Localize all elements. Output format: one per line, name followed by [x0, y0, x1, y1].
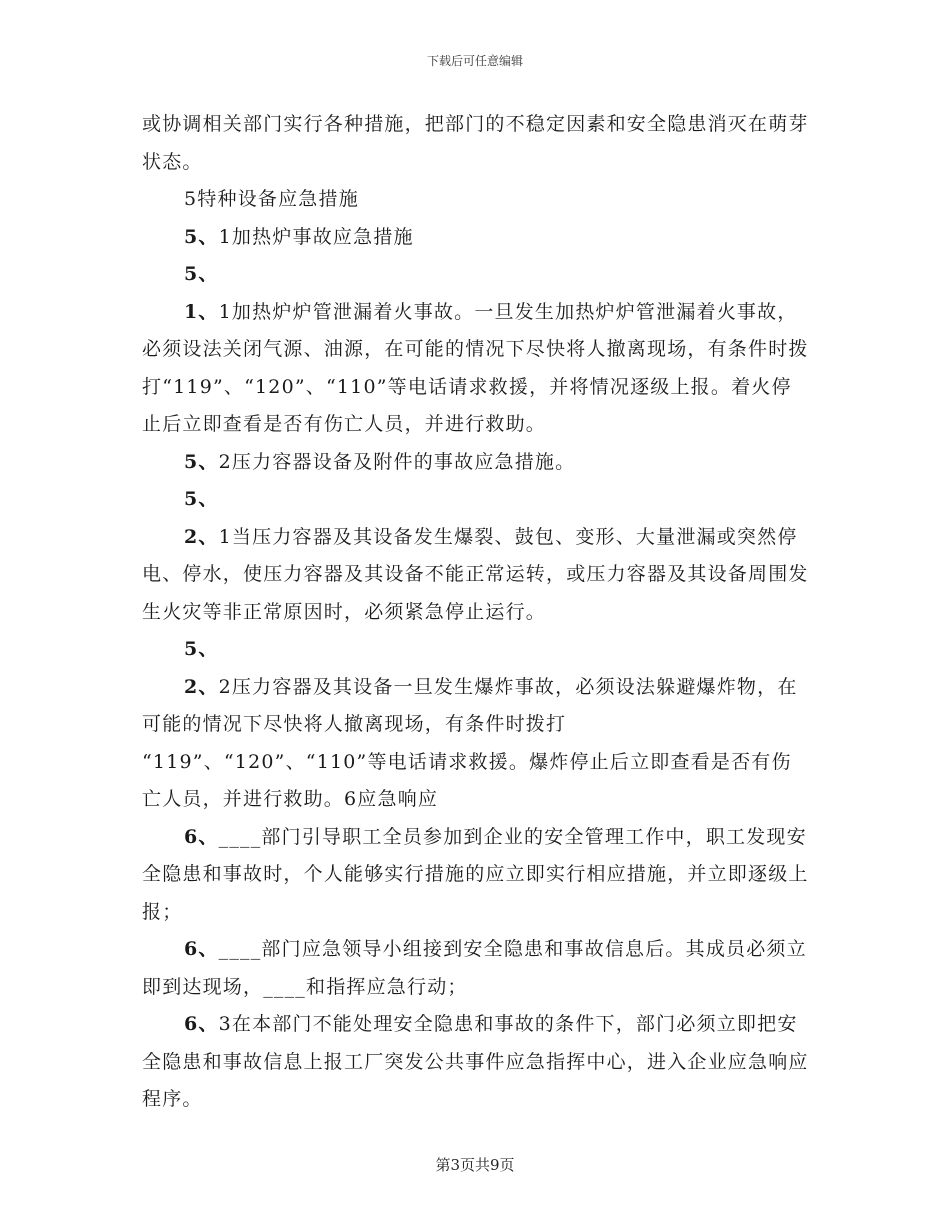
paragraph-text: 或协调相关部门实行各种措施，把部门的不稳定因素和安全隐患消灭在萌芽状态。 [142, 113, 809, 173]
page-header: 下载后可任意编辑 [426, 54, 523, 68]
paragraph-lead: 2、 [184, 675, 219, 698]
paragraph-lead: 6、 [184, 938, 219, 960]
paragraph [142, 294, 810, 444]
paragraph [142, 481, 810, 519]
paragraph-lead: 5、 [184, 225, 219, 248]
paragraph-lead: 2、 [184, 525, 219, 548]
paragraph [142, 669, 810, 744]
paragraph-text: 3在本部门不能处理安全隐患和事故的条件下，部门必须立即把安全隐患和事故信息上报工厂突发公共事件应急指挥中心，进入企业应急响应程序。 [142, 1013, 809, 1110]
paragraph-lead: 1、 [184, 300, 219, 323]
paragraph [142, 631, 810, 669]
paragraph [142, 1006, 810, 1119]
paragraph [142, 444, 810, 482]
paragraph-text: 1加热炉炉管泄漏着火事故。一旦发生加热炉炉管泄漏着火事故，必须设法关闭气源、油源，在可能的情况下尽快将人撤离现场，有条件时拨打“119”、“120”、“110”等电话请求救援，并将情况逐级上报。着火停止后立即查看是否有伤亡人员，并进行救助。 [142, 300, 809, 435]
document-body [142, 106, 810, 1119]
paragraph-text: ____部门应急领导小组接到安全隐患和事故信息后。其成员必须立即到达现场，____和指挥应急行动； [142, 938, 807, 998]
paragraph [142, 256, 810, 294]
paragraph-text: 2压力容器及其设备一旦发生爆炸事故，必须设法躲避爆炸物，在可能的情况下尽快将人撤离现场，有条件时拨打 [142, 675, 798, 735]
paragraph-text: “119”、“120”、“110”等电话请求救援。爆炸停止后立即查看是否有伤亡人员，并进行救助。6应急响应 [142, 750, 792, 810]
paragraph-text: 1加热炉事故应急措施 [218, 225, 414, 248]
paragraph-text: 2压力容器设备及附件的事故应急措施。 [218, 450, 576, 473]
paragraph [142, 219, 810, 257]
paragraph [142, 931, 810, 1006]
paragraph-text: ____部门引导职工全员参加到企业的安全管理工作中，职工发现安全隐患和事故时，个人能够实行措施的应立即实行相应措施，并立即逐级上报； [142, 825, 809, 923]
paragraph-lead: 6、 [184, 1013, 219, 1035]
paragraph [142, 519, 810, 632]
paragraph [142, 819, 810, 932]
page-number-footer: 第3页共9页 [435, 1156, 515, 1174]
paragraph [142, 106, 810, 181]
paragraph-lead: 5、 [184, 638, 219, 660]
paragraph-text: 5特种设备应急措施 [184, 188, 359, 210]
paragraph [142, 744, 810, 819]
paragraph-lead: 6、 [184, 825, 219, 848]
paragraph [142, 181, 810, 219]
paragraph-text: 1当压力容器及其设备发生爆裂、鼓包、变形、大量泄漏或突然停电、停水，使压力容器及其设备不能正常运转，或压力容器及其设备周围发生火灾等非正常原因时，必须紧急停止运行。 [142, 525, 809, 623]
paragraph-lead: 5、 [184, 263, 219, 285]
paragraph-lead: 5、 [184, 450, 219, 473]
paragraph-lead: 5、 [184, 488, 219, 510]
